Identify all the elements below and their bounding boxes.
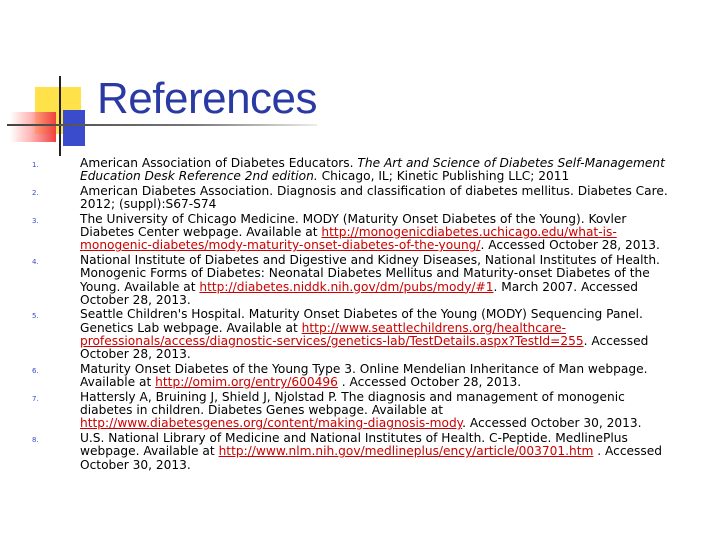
reference-item-3 <box>30 213 678 253</box>
reference-number: 6. <box>32 366 39 375</box>
reference-number: 3. <box>32 216 39 225</box>
reference-number: 8. <box>32 436 39 445</box>
reference-text: . Accessed October 30, 2013. <box>80 444 662 472</box>
reference-item-5 <box>30 308 678 361</box>
reference-number: 4. <box>32 257 39 266</box>
reference-number: 5. <box>32 312 39 321</box>
reference-text: Seattle Children's Hospital. Maturity Onset Diabetes of the Young (MODY) Sequencing Panel. Genetics Lab webpage. Available at <box>80 307 643 335</box>
reference-text: . Accessed October 30, 2013. <box>462 416 642 431</box>
reference-link[interactable]: http://diabetes.niddk.nih.gov/dm/pubs/mody/#1 <box>199 279 494 294</box>
decor-blue-square <box>63 110 85 146</box>
reference-book-title: The Art and Science of Diabetes Self-Management Education Desk Reference 2nd edition. <box>80 156 665 184</box>
reference-text: U.S. National Library of Medicine and National Institutes of Health. C-Peptide. MedlinePlus webpage. Available at <box>80 431 628 459</box>
reference-item-4 <box>30 254 678 307</box>
reference-item-7 <box>30 391 678 431</box>
reference-number: 1. <box>32 161 39 169</box>
reference-text: Hattersly A, Bruining J, Shield J, Njolstad P. The diagnosis and management of monogenic diabetes in children. Diabetes Genes webpage. Available at <box>80 389 625 418</box>
reference-link[interactable]: http://www.seattlechildrens.org/healthcare-professionals/access/diagnostic-services/genetics-lab/TestDetails.aspx?TestId=255 <box>80 320 584 349</box>
reference-item-1 <box>30 157 678 184</box>
reference-item-8 <box>30 432 678 472</box>
slide-title: References <box>97 74 318 123</box>
reference-item-6 <box>30 363 678 390</box>
reference-link[interactable]: http://monogenicdiabetes.uchicago.edu/what-is-monogenic-diabetes/mody-maturity-onset-diabetes-of-the-young/ <box>80 225 617 253</box>
reference-text: . Accessed October 28, 2013. <box>337 375 522 390</box>
reference-list <box>30 157 678 473</box>
reference-number: 2. <box>32 188 39 197</box>
reference-link[interactable]: http://www.nlm.nih.gov/medlineplus/ency/article/003701.htm <box>218 444 594 459</box>
reference-text: . Accessed October 28, 2013. <box>480 238 660 253</box>
reference-text: American Diabetes Association. Diagnosis and classification of diabetes mellitus. Diabetes Care. 2012; (suppl):S67-S74 <box>80 183 668 212</box>
decor-red-gradient-bar <box>10 112 56 142</box>
reference-link[interactable]: http://www.diabetesgenes.org/content/making-diagnosis-mody <box>80 416 463 431</box>
reference-text: National Institute of Diabetes and Digestive and Kidney Diseases, National Institutes of Health. Monogenic Forms of Diabetes: Neonatal Diabetes Mellitus and Maturity-onset Diabetes of the Young. Available at <box>80 252 660 294</box>
decor-horizontal-rule <box>7 124 317 126</box>
decor-vertical-line <box>59 76 61 156</box>
reference-text: The University of Chicago Medicine. MODY (Maturity Onset Diabetes of the Young). Kovler Diabetes Center webpage. Available at <box>80 211 627 240</box>
reference-text: Chicago, IL; Kinetic Publishing LLC; 2011 <box>317 169 570 184</box>
reference-text: American Association of Diabetes Educators. <box>80 156 358 170</box>
reference-text: . March 2007. Accessed October 28, 2013. <box>80 279 638 307</box>
reference-text: . Accessed October 28, 2013. <box>80 334 649 362</box>
reference-text: Maturity Onset Diabetes of the Young Type 3. Online Mendelian Inheritance of Man webpage. Available at <box>80 361 648 390</box>
reference-number: 7. <box>32 394 39 403</box>
reference-item-2 <box>30 185 678 212</box>
reference-link[interactable]: http://omim.org/entry/600496 <box>155 375 338 390</box>
